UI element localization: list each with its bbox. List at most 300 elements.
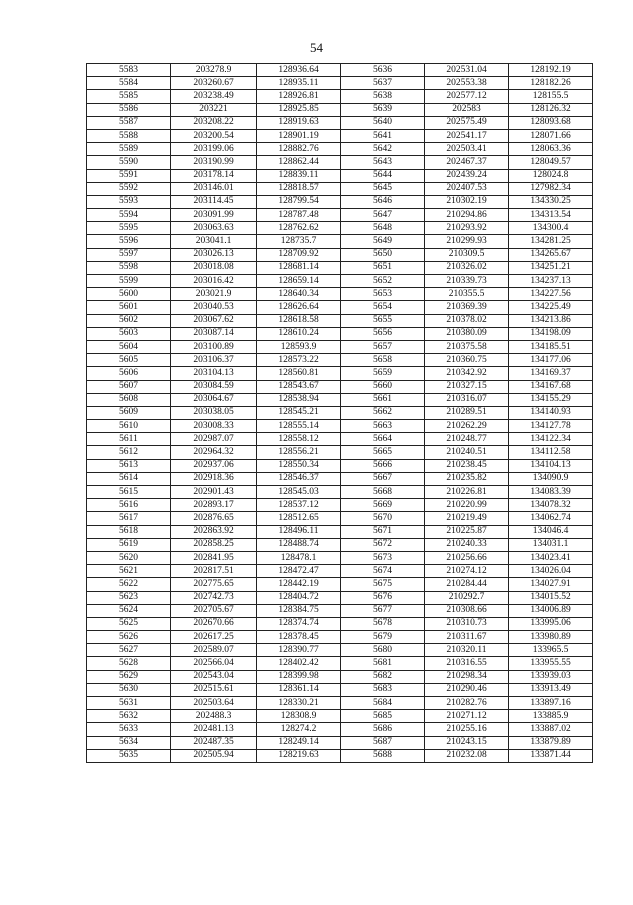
point-number-cell: 5624 <box>87 604 171 617</box>
y-coordinate-cell: 128063.36 <box>509 143 593 156</box>
point-number-cell: 5661 <box>341 393 425 406</box>
y-coordinate-cell: 128546.37 <box>257 472 341 485</box>
point-number-cell: 5673 <box>341 551 425 564</box>
point-number-cell: 5669 <box>341 499 425 512</box>
point-number-cell: 5603 <box>87 327 171 340</box>
x-coordinate-cell: 202503.41 <box>425 143 509 156</box>
point-number-cell: 5634 <box>87 736 171 749</box>
y-coordinate-cell: 128543.67 <box>257 380 341 393</box>
point-number-cell: 5685 <box>341 710 425 723</box>
y-coordinate-cell: 128901.19 <box>257 129 341 142</box>
y-coordinate-cell: 128274.2 <box>257 723 341 736</box>
point-number-cell: 5658 <box>341 354 425 367</box>
x-coordinate-cell: 210375.58 <box>425 340 509 353</box>
point-number-cell: 5653 <box>341 288 425 301</box>
y-coordinate-cell: 128550.34 <box>257 459 341 472</box>
x-coordinate-cell: 202553.38 <box>425 77 509 90</box>
x-coordinate-cell: 203260.67 <box>171 77 257 90</box>
point-number-cell: 5585 <box>87 90 171 103</box>
x-coordinate-cell: 202817.51 <box>171 565 257 578</box>
x-coordinate-cell: 210342.92 <box>425 367 509 380</box>
x-coordinate-cell: 202841.95 <box>171 551 257 564</box>
x-coordinate-cell: 202617.25 <box>171 631 257 644</box>
y-coordinate-cell: 134083.39 <box>509 486 593 499</box>
x-coordinate-cell: 210302.19 <box>425 195 509 208</box>
y-coordinate-cell: 128390.77 <box>257 644 341 657</box>
x-coordinate-cell: 210355.5 <box>425 288 509 301</box>
y-coordinate-cell: 134330.25 <box>509 195 593 208</box>
x-coordinate-cell: 202531.04 <box>425 64 509 77</box>
point-number-cell: 5620 <box>87 551 171 564</box>
y-coordinate-cell: 128882.76 <box>257 143 341 156</box>
point-number-cell: 5621 <box>87 565 171 578</box>
x-coordinate-cell: 203106.37 <box>171 354 257 367</box>
x-coordinate-cell: 210282.76 <box>425 697 509 710</box>
x-coordinate-cell: 210262.29 <box>425 420 509 433</box>
table-row <box>87 380 593 393</box>
y-coordinate-cell: 134185.51 <box>509 340 593 353</box>
x-coordinate-cell: 203091.99 <box>171 209 257 222</box>
point-number-cell: 5628 <box>87 657 171 670</box>
x-coordinate-cell: 210310.73 <box>425 617 509 630</box>
x-coordinate-cell: 202467.37 <box>425 156 509 169</box>
point-number-cell: 5615 <box>87 486 171 499</box>
x-coordinate-cell: 203026.13 <box>171 248 257 261</box>
x-coordinate-cell: 202566.04 <box>171 657 257 670</box>
table-row <box>87 129 593 142</box>
point-number-cell: 5604 <box>87 340 171 353</box>
point-number-cell: 5660 <box>341 380 425 393</box>
table-row <box>87 261 593 274</box>
point-number-cell: 5589 <box>87 143 171 156</box>
y-coordinate-cell: 128593.9 <box>257 340 341 353</box>
x-coordinate-cell: 210290.46 <box>425 683 509 696</box>
x-coordinate-cell: 210298.34 <box>425 670 509 683</box>
point-number-cell: 5676 <box>341 591 425 604</box>
y-coordinate-cell: 127982.34 <box>509 182 593 195</box>
x-coordinate-cell: 210240.51 <box>425 446 509 459</box>
y-coordinate-cell: 133879.89 <box>509 736 593 749</box>
table-row <box>87 77 593 90</box>
y-coordinate-cell: 128093.68 <box>509 116 593 129</box>
point-number-cell: 5625 <box>87 617 171 630</box>
x-coordinate-cell: 210219.49 <box>425 512 509 525</box>
x-coordinate-cell: 203021.9 <box>171 288 257 301</box>
point-number-cell: 5635 <box>87 749 171 762</box>
point-number-cell: 5672 <box>341 538 425 551</box>
x-coordinate-cell: 210294.86 <box>425 209 509 222</box>
point-number-cell: 5600 <box>87 288 171 301</box>
x-coordinate-cell: 202543.04 <box>171 670 257 683</box>
y-coordinate-cell: 128573.22 <box>257 354 341 367</box>
x-coordinate-cell: 210243.15 <box>425 736 509 749</box>
y-coordinate-cell: 128618.58 <box>257 314 341 327</box>
point-number-cell: 5594 <box>87 209 171 222</box>
y-coordinate-cell: 128399.98 <box>257 670 341 683</box>
y-coordinate-cell: 134177.06 <box>509 354 593 367</box>
point-number-cell: 5596 <box>87 235 171 248</box>
x-coordinate-cell: 210380.09 <box>425 327 509 340</box>
point-number-cell: 5670 <box>341 512 425 525</box>
table-row <box>87 486 593 499</box>
table-row <box>87 459 593 472</box>
table-row <box>87 182 593 195</box>
x-coordinate-cell: 202541.17 <box>425 129 509 142</box>
point-number-cell: 5612 <box>87 446 171 459</box>
coordinates-table <box>86 63 593 763</box>
point-number-cell: 5606 <box>87 367 171 380</box>
y-coordinate-cell: 128560.81 <box>257 367 341 380</box>
y-coordinate-cell: 133980.89 <box>509 631 593 644</box>
point-number-cell: 5629 <box>87 670 171 683</box>
y-coordinate-cell: 128862.44 <box>257 156 341 169</box>
y-coordinate-cell: 128402.42 <box>257 657 341 670</box>
point-number-cell: 5655 <box>341 314 425 327</box>
point-number-cell: 5626 <box>87 631 171 644</box>
x-coordinate-cell: 203221 <box>171 103 257 116</box>
x-coordinate-cell: 202893.17 <box>171 499 257 512</box>
x-coordinate-cell: 210271.12 <box>425 710 509 723</box>
point-number-cell: 5645 <box>341 182 425 195</box>
y-coordinate-cell: 128488.74 <box>257 538 341 551</box>
y-coordinate-cell: 128935.11 <box>257 77 341 90</box>
point-number-cell: 5597 <box>87 248 171 261</box>
table-row <box>87 169 593 182</box>
point-number-cell: 5681 <box>341 657 425 670</box>
y-coordinate-cell: 134031.1 <box>509 538 593 551</box>
point-number-cell: 5617 <box>87 512 171 525</box>
x-coordinate-cell: 210308.66 <box>425 604 509 617</box>
y-coordinate-cell: 128556.21 <box>257 446 341 459</box>
x-coordinate-cell: 210378.02 <box>425 314 509 327</box>
table-row <box>87 393 593 406</box>
point-number-cell: 5587 <box>87 116 171 129</box>
x-coordinate-cell: 202505.94 <box>171 749 257 762</box>
x-coordinate-cell: 203200.54 <box>171 129 257 142</box>
x-coordinate-cell: 202876.65 <box>171 512 257 525</box>
point-number-cell: 5686 <box>341 723 425 736</box>
y-coordinate-cell: 134090.9 <box>509 472 593 485</box>
y-coordinate-cell: 134227.56 <box>509 288 593 301</box>
point-number-cell: 5602 <box>87 314 171 327</box>
y-coordinate-cell: 128936.64 <box>257 64 341 77</box>
x-coordinate-cell: 210360.75 <box>425 354 509 367</box>
y-coordinate-cell: 128384.75 <box>257 604 341 617</box>
table-row <box>87 472 593 485</box>
point-number-cell: 5680 <box>341 644 425 657</box>
x-coordinate-cell: 203041.1 <box>171 235 257 248</box>
point-number-cell: 5674 <box>341 565 425 578</box>
x-coordinate-cell: 202515.61 <box>171 683 257 696</box>
y-coordinate-cell: 128839.11 <box>257 169 341 182</box>
table-row <box>87 433 593 446</box>
point-number-cell: 5593 <box>87 195 171 208</box>
table-row <box>87 90 593 103</box>
y-coordinate-cell: 134046.4 <box>509 525 593 538</box>
x-coordinate-cell: 203199.06 <box>171 143 257 156</box>
x-coordinate-cell: 203084.59 <box>171 380 257 393</box>
point-number-cell: 5657 <box>341 340 425 353</box>
x-coordinate-cell: 203016.42 <box>171 275 257 288</box>
point-number-cell: 5622 <box>87 578 171 591</box>
point-number-cell: 5642 <box>341 143 425 156</box>
x-coordinate-cell: 202577.12 <box>425 90 509 103</box>
point-number-cell: 5643 <box>341 156 425 169</box>
y-coordinate-cell: 128659.14 <box>257 275 341 288</box>
y-coordinate-cell: 128496.11 <box>257 525 341 538</box>
x-coordinate-cell: 210225.87 <box>425 525 509 538</box>
x-coordinate-cell: 202583 <box>425 103 509 116</box>
x-coordinate-cell: 210326.02 <box>425 261 509 274</box>
x-coordinate-cell: 203063.63 <box>171 222 257 235</box>
point-number-cell: 5675 <box>341 578 425 591</box>
table-row <box>87 143 593 156</box>
x-coordinate-cell: 203018.08 <box>171 261 257 274</box>
y-coordinate-cell: 128681.14 <box>257 261 341 274</box>
y-coordinate-cell: 128472.47 <box>257 565 341 578</box>
point-number-cell: 5665 <box>341 446 425 459</box>
y-coordinate-cell: 128787.48 <box>257 209 341 222</box>
y-coordinate-cell: 133955.55 <box>509 657 593 670</box>
point-number-cell: 5610 <box>87 420 171 433</box>
point-number-cell: 5588 <box>87 129 171 142</box>
y-coordinate-cell: 128330.21 <box>257 697 341 710</box>
point-number-cell: 5684 <box>341 697 425 710</box>
point-number-cell: 5644 <box>341 169 425 182</box>
x-coordinate-cell: 210255.16 <box>425 723 509 736</box>
x-coordinate-cell: 202439.24 <box>425 169 509 182</box>
x-coordinate-cell: 210284.44 <box>425 578 509 591</box>
point-number-cell: 5683 <box>341 683 425 696</box>
point-number-cell: 5664 <box>341 433 425 446</box>
x-coordinate-cell: 202858.25 <box>171 538 257 551</box>
x-coordinate-cell: 202937.06 <box>171 459 257 472</box>
x-coordinate-cell: 203087.14 <box>171 327 257 340</box>
x-coordinate-cell: 202481.13 <box>171 723 257 736</box>
x-coordinate-cell: 210309.5 <box>425 248 509 261</box>
x-coordinate-cell: 210311.67 <box>425 631 509 644</box>
y-coordinate-cell: 128919.63 <box>257 116 341 129</box>
coordinates-table-body <box>87 64 593 763</box>
y-coordinate-cell: 134313.54 <box>509 209 593 222</box>
point-number-cell: 5641 <box>341 129 425 142</box>
y-coordinate-cell: 133939.03 <box>509 670 593 683</box>
y-coordinate-cell: 133887.02 <box>509 723 593 736</box>
y-coordinate-cell: 128538.94 <box>257 393 341 406</box>
point-number-cell: 5682 <box>341 670 425 683</box>
y-coordinate-cell: 134251.21 <box>509 261 593 274</box>
table-row <box>87 697 593 710</box>
y-coordinate-cell: 134281.25 <box>509 235 593 248</box>
x-coordinate-cell: 210274.12 <box>425 565 509 578</box>
x-coordinate-cell: 202964.32 <box>171 446 257 459</box>
table-row <box>87 275 593 288</box>
x-coordinate-cell: 202670.66 <box>171 617 257 630</box>
y-coordinate-cell: 134213.86 <box>509 314 593 327</box>
y-coordinate-cell: 128219.63 <box>257 749 341 762</box>
y-coordinate-cell: 128537.12 <box>257 499 341 512</box>
y-coordinate-cell: 128545.21 <box>257 406 341 419</box>
y-coordinate-cell: 128378.45 <box>257 631 341 644</box>
table-row <box>87 723 593 736</box>
point-number-cell: 5595 <box>87 222 171 235</box>
x-coordinate-cell: 210369.39 <box>425 301 509 314</box>
x-coordinate-cell: 203178.14 <box>171 169 257 182</box>
table-row <box>87 354 593 367</box>
point-number-cell: 5616 <box>87 499 171 512</box>
y-coordinate-cell: 133885.9 <box>509 710 593 723</box>
x-coordinate-cell: 210238.45 <box>425 459 509 472</box>
x-coordinate-cell: 203238.49 <box>171 90 257 103</box>
x-coordinate-cell: 210289.51 <box>425 406 509 419</box>
y-coordinate-cell: 128478.1 <box>257 551 341 564</box>
y-coordinate-cell: 128442.19 <box>257 578 341 591</box>
point-number-cell: 5662 <box>341 406 425 419</box>
point-number-cell: 5605 <box>87 354 171 367</box>
x-coordinate-cell: 203104.13 <box>171 367 257 380</box>
point-number-cell: 5590 <box>87 156 171 169</box>
table-row <box>87 156 593 169</box>
y-coordinate-cell: 134006.89 <box>509 604 593 617</box>
x-coordinate-cell: 203190.99 <box>171 156 257 169</box>
x-coordinate-cell: 203146.01 <box>171 182 257 195</box>
y-coordinate-cell: 134023.41 <box>509 551 593 564</box>
point-number-cell: 5609 <box>87 406 171 419</box>
y-coordinate-cell: 133995.06 <box>509 617 593 630</box>
y-coordinate-cell: 128308.9 <box>257 710 341 723</box>
x-coordinate-cell: 202705.67 <box>171 604 257 617</box>
x-coordinate-cell: 210299.93 <box>425 235 509 248</box>
x-coordinate-cell: 210320.11 <box>425 644 509 657</box>
table-row <box>87 538 593 551</box>
table-row <box>87 446 593 459</box>
x-coordinate-cell: 202407.53 <box>425 182 509 195</box>
y-coordinate-cell: 134265.67 <box>509 248 593 261</box>
table-row <box>87 604 593 617</box>
y-coordinate-cell: 128071.66 <box>509 129 593 142</box>
x-coordinate-cell: 203038.05 <box>171 406 257 419</box>
table-row <box>87 209 593 222</box>
x-coordinate-cell: 210293.92 <box>425 222 509 235</box>
table-row <box>87 499 593 512</box>
x-coordinate-cell: 203100.89 <box>171 340 257 353</box>
y-coordinate-cell: 128049.57 <box>509 156 593 169</box>
y-coordinate-cell: 128555.14 <box>257 420 341 433</box>
y-coordinate-cell: 128192.19 <box>509 64 593 77</box>
page-number: 54 <box>310 40 323 55</box>
y-coordinate-cell: 134015.52 <box>509 591 593 604</box>
point-number-cell: 5678 <box>341 617 425 630</box>
table-row <box>87 195 593 208</box>
x-coordinate-cell: 210248.77 <box>425 433 509 446</box>
table-row <box>87 340 593 353</box>
point-number-cell: 5637 <box>341 77 425 90</box>
table-row <box>87 314 593 327</box>
y-coordinate-cell: 128374.74 <box>257 617 341 630</box>
point-number-cell: 5654 <box>341 301 425 314</box>
table-row <box>87 222 593 235</box>
y-coordinate-cell: 134237.13 <box>509 275 593 288</box>
y-coordinate-cell: 128926.81 <box>257 90 341 103</box>
y-coordinate-cell: 128762.62 <box>257 222 341 235</box>
table-row <box>87 116 593 129</box>
x-coordinate-cell: 210292.7 <box>425 591 509 604</box>
y-coordinate-cell: 128361.14 <box>257 683 341 696</box>
x-coordinate-cell: 210226.81 <box>425 486 509 499</box>
table-row <box>87 327 593 340</box>
point-number-cell: 5688 <box>341 749 425 762</box>
table-row <box>87 64 593 77</box>
y-coordinate-cell: 134112.58 <box>509 446 593 459</box>
y-coordinate-cell: 134167.68 <box>509 380 593 393</box>
point-number-cell: 5613 <box>87 459 171 472</box>
y-coordinate-cell: 133897.16 <box>509 697 593 710</box>
point-number-cell: 5584 <box>87 77 171 90</box>
point-number-cell: 5639 <box>341 103 425 116</box>
x-coordinate-cell: 202918.36 <box>171 472 257 485</box>
y-coordinate-cell: 134104.13 <box>509 459 593 472</box>
table-row <box>87 235 593 248</box>
y-coordinate-cell: 134027.91 <box>509 578 593 591</box>
point-number-cell: 5652 <box>341 275 425 288</box>
y-coordinate-cell: 128799.54 <box>257 195 341 208</box>
x-coordinate-cell: 203067.62 <box>171 314 257 327</box>
y-coordinate-cell: 128558.12 <box>257 433 341 446</box>
y-coordinate-cell: 134300.4 <box>509 222 593 235</box>
y-coordinate-cell: 128818.57 <box>257 182 341 195</box>
x-coordinate-cell: 203040.53 <box>171 301 257 314</box>
x-coordinate-cell: 202742.73 <box>171 591 257 604</box>
table-row <box>87 749 593 762</box>
point-number-cell: 5677 <box>341 604 425 617</box>
x-coordinate-cell: 210240.33 <box>425 538 509 551</box>
y-coordinate-cell: 128545.03 <box>257 486 341 499</box>
table-row <box>87 367 593 380</box>
y-coordinate-cell: 128126.32 <box>509 103 593 116</box>
point-number-cell: 5619 <box>87 538 171 551</box>
table-row <box>87 288 593 301</box>
x-coordinate-cell: 203008.33 <box>171 420 257 433</box>
point-number-cell: 5633 <box>87 723 171 736</box>
table-row <box>87 525 593 538</box>
x-coordinate-cell: 202575.49 <box>425 116 509 129</box>
point-number-cell: 5608 <box>87 393 171 406</box>
y-coordinate-cell: 134026.04 <box>509 565 593 578</box>
y-coordinate-cell: 134078.32 <box>509 499 593 512</box>
x-coordinate-cell: 202775.65 <box>171 578 257 591</box>
y-coordinate-cell: 134122.34 <box>509 433 593 446</box>
x-coordinate-cell: 202987.07 <box>171 433 257 446</box>
point-number-cell: 5583 <box>87 64 171 77</box>
point-number-cell: 5599 <box>87 275 171 288</box>
x-coordinate-cell: 203064.67 <box>171 393 257 406</box>
table-row <box>87 103 593 116</box>
x-coordinate-cell: 202901.43 <box>171 486 257 499</box>
y-coordinate-cell: 128626.64 <box>257 301 341 314</box>
table-row <box>87 551 593 564</box>
x-coordinate-cell: 202487.35 <box>171 736 257 749</box>
point-number-cell: 5601 <box>87 301 171 314</box>
point-number-cell: 5666 <box>341 459 425 472</box>
x-coordinate-cell: 202863.92 <box>171 525 257 538</box>
y-coordinate-cell: 134127.78 <box>509 420 593 433</box>
point-number-cell: 5618 <box>87 525 171 538</box>
point-number-cell: 5591 <box>87 169 171 182</box>
table-row <box>87 406 593 419</box>
table-row <box>87 591 593 604</box>
x-coordinate-cell: 203208.22 <box>171 116 257 129</box>
point-number-cell: 5638 <box>341 90 425 103</box>
